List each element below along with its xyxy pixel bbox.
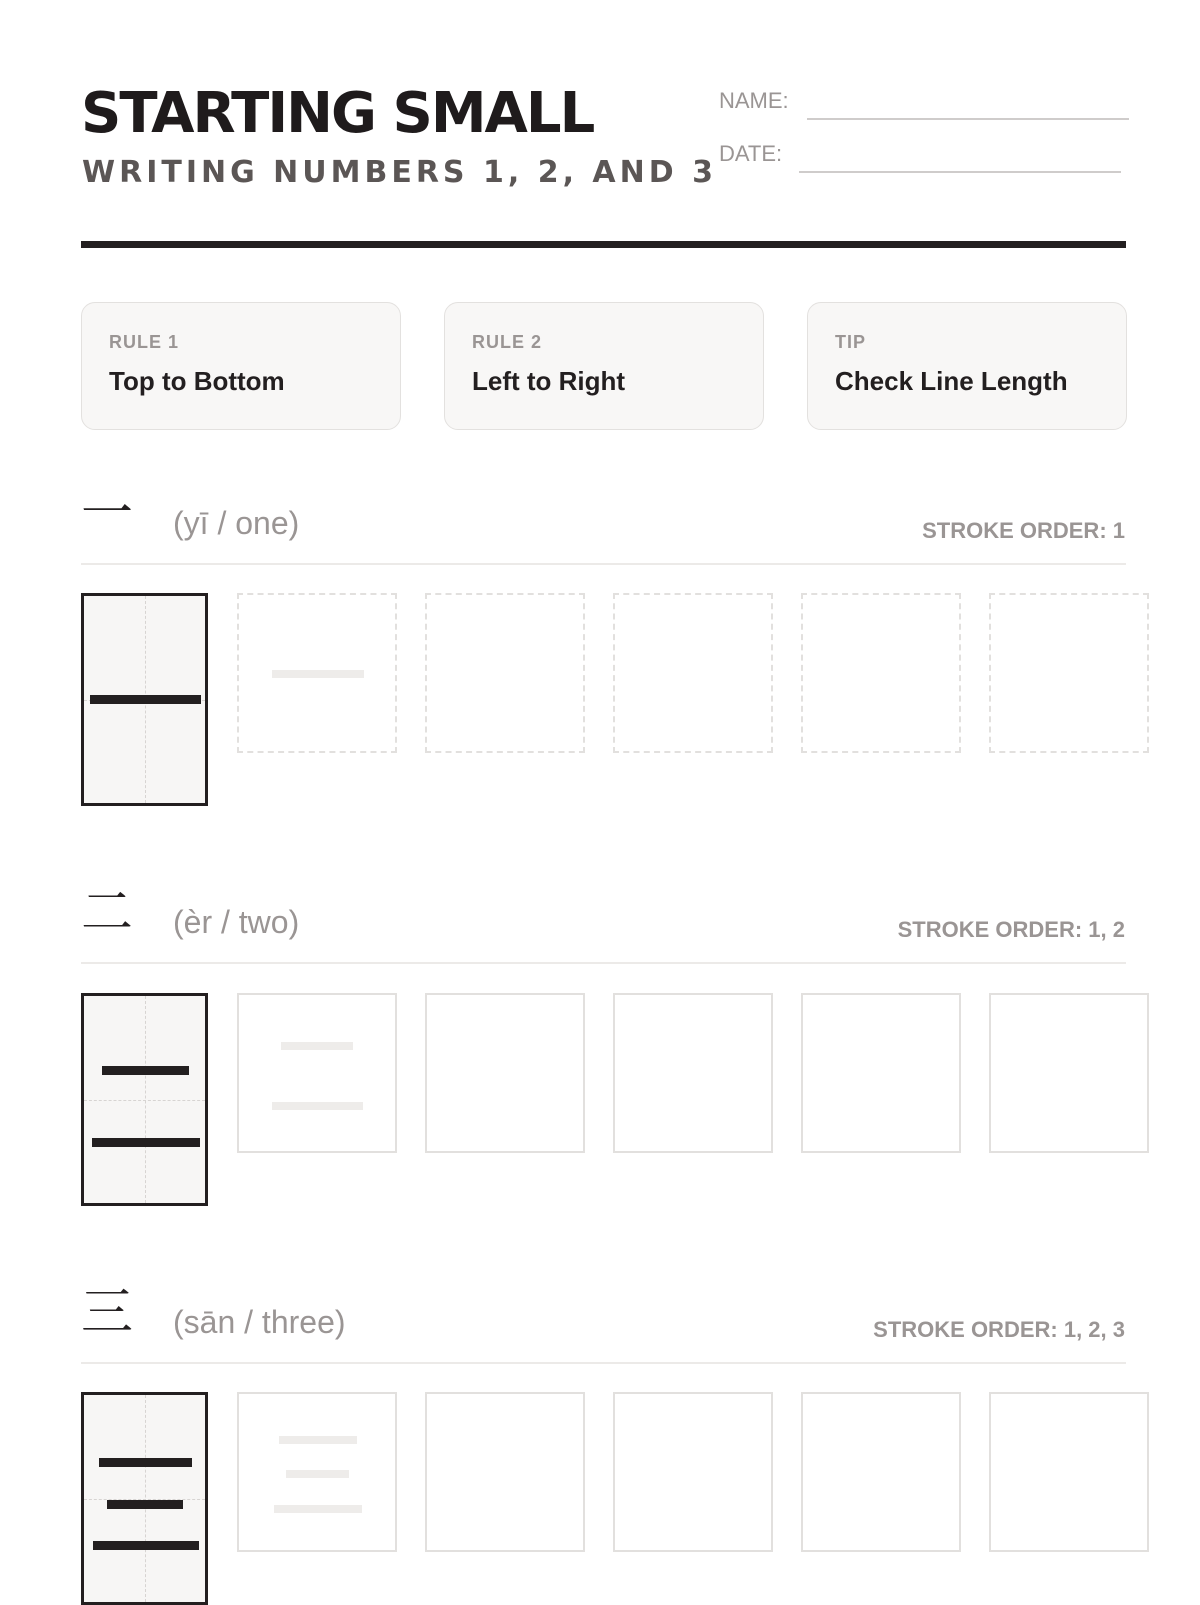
section-divider bbox=[81, 962, 1126, 964]
model-stroke bbox=[92, 1138, 200, 1147]
name-field[interactable] bbox=[807, 118, 1129, 120]
model-box-er bbox=[81, 993, 208, 1206]
model-stroke bbox=[99, 1458, 192, 1467]
section-divider bbox=[81, 563, 1126, 565]
practice-box[interactable] bbox=[613, 993, 773, 1153]
date-field[interactable] bbox=[799, 171, 1121, 173]
model-stroke bbox=[93, 1541, 199, 1550]
model-stroke bbox=[102, 1066, 189, 1075]
practice-box[interactable] bbox=[989, 593, 1149, 753]
trace-box[interactable] bbox=[237, 593, 397, 753]
name-label: NAME: bbox=[719, 88, 789, 113]
rule-card-1 bbox=[81, 302, 401, 430]
practice-box[interactable] bbox=[613, 1392, 773, 1552]
character-glyph-er: 二 bbox=[81, 883, 134, 943]
stroke-order-yi: STROKE ORDER: 1 bbox=[922, 518, 1125, 543]
date-label: DATE: bbox=[719, 141, 783, 166]
section-divider bbox=[81, 1362, 1126, 1364]
rule-card-text: Left to Right bbox=[472, 366, 626, 396]
practice-box[interactable] bbox=[989, 993, 1149, 1153]
practice-box[interactable] bbox=[613, 593, 773, 753]
model-stroke bbox=[107, 1500, 183, 1509]
model-box-yi bbox=[81, 593, 208, 806]
rule-card-text: Top to Bottom bbox=[109, 366, 285, 396]
practice-box[interactable] bbox=[425, 993, 585, 1153]
stroke-order-er: STROKE ORDER: 1, 2 bbox=[897, 917, 1125, 942]
tip-card-text: Check Line Length bbox=[835, 366, 1068, 396]
tip-card-label: TIP bbox=[835, 332, 867, 352]
trace-box[interactable] bbox=[237, 1392, 397, 1552]
header-divider bbox=[81, 241, 1126, 248]
character-pinyin-san: (sān / three) bbox=[173, 1304, 346, 1340]
practice-box[interactable] bbox=[801, 1392, 961, 1552]
practice-box[interactable] bbox=[425, 593, 585, 753]
worksheet-subtitle: WRITING NUMBERS 1, 2, AND 3 bbox=[82, 155, 717, 190]
rule-card-label: RULE 1 bbox=[109, 332, 180, 352]
practice-box[interactable] bbox=[425, 1392, 585, 1552]
character-pinyin-yi: (yī / one) bbox=[173, 505, 300, 541]
practice-box[interactable] bbox=[989, 1392, 1149, 1552]
stroke-order-san: STROKE ORDER: 1, 2, 3 bbox=[873, 1317, 1125, 1342]
model-box-san bbox=[81, 1392, 208, 1605]
character-glyph-san: 三 bbox=[81, 1283, 134, 1343]
model-stroke bbox=[90, 695, 201, 704]
character-glyph-yi: 一 bbox=[81, 484, 134, 544]
practice-box[interactable] bbox=[801, 593, 961, 753]
trace-box[interactable] bbox=[237, 993, 397, 1153]
practice-box[interactable] bbox=[801, 993, 961, 1153]
character-pinyin-er: (èr / two) bbox=[173, 904, 300, 940]
rule-card-2 bbox=[444, 302, 764, 430]
rule-card-label: RULE 2 bbox=[472, 332, 543, 352]
tip-card bbox=[807, 302, 1127, 430]
worksheet-title: STARTING SMALL bbox=[81, 81, 594, 146]
